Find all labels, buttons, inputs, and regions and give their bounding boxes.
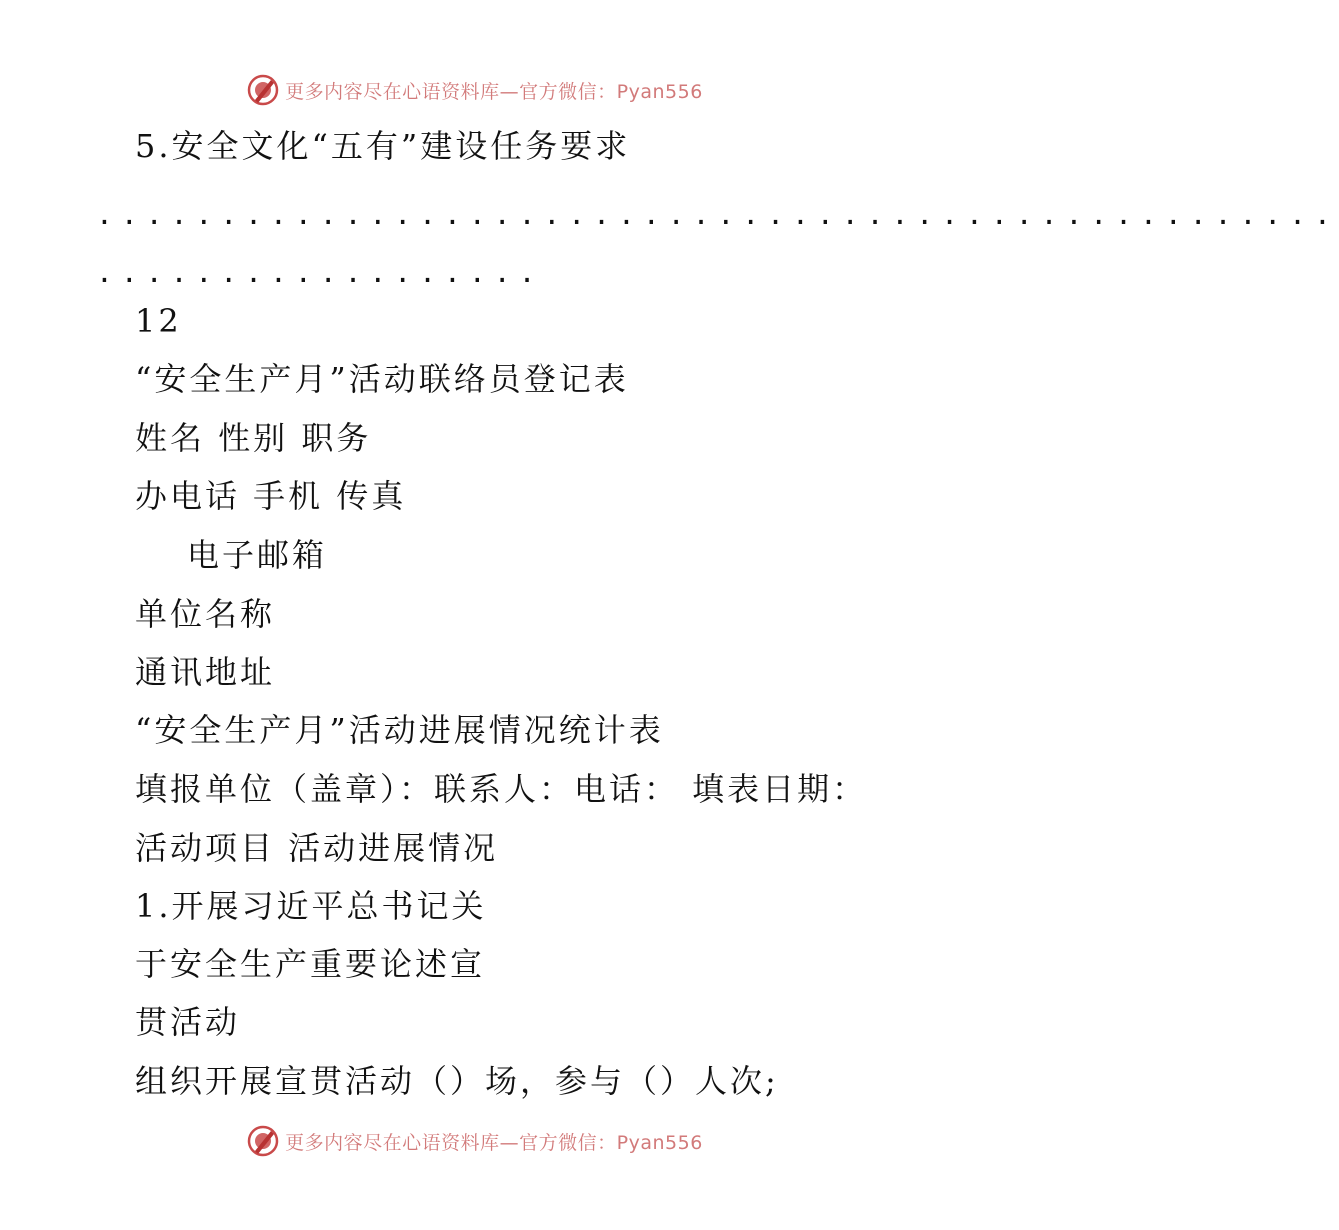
header-watermark [0,70,950,110]
watermark-text: 更多内容尽在心语资料库—官方微信：Pyan556 [285,1131,703,1154]
form-title-registration: “安全生产月”活动联络员登记表 [135,360,629,398]
field-labels-reporting-unit: 填报单位（盖章）：联系人：电话： 填表日期： [135,770,868,808]
table-header-labels: 活动项目 活动进展情况 [135,829,499,867]
field-labels-phone-mobile-fax: 办电话 手机 传真 [135,477,407,515]
red-pen-circle-icon [247,1125,279,1157]
dot-leader-1: .................................................. [96,198,1339,231]
field-labels-name-gender-title: 姓名 性别 职务 [135,419,372,457]
dot-leader-2: .................. [96,256,544,289]
activity-progress-text: 组织开展宣贯活动（）场，参与（）人次; [135,1062,779,1100]
section-heading: 5.安全文化“五有”建设任务要求 [135,127,631,165]
watermark-text: 更多内容尽在心语资料库—官方微信：Pyan556 [285,80,703,103]
field-label-unit-name: 单位名称 [135,595,276,633]
activity-item-line-3: 贯活动 [135,1003,241,1041]
field-label-email: 电子邮箱 [187,536,328,574]
red-pen-circle-icon [247,74,279,106]
activity-item-line-2: 于安全生产重要论述宣 [135,945,486,983]
field-label-address: 通讯地址 [135,653,276,691]
activity-item-line-1: 1.开展习近平总书记关 [135,887,487,925]
page-number: 12 [135,302,182,340]
footer-watermark [0,1121,950,1161]
form-title-progress: “安全生产月”活动进展情况统计表 [135,711,664,749]
